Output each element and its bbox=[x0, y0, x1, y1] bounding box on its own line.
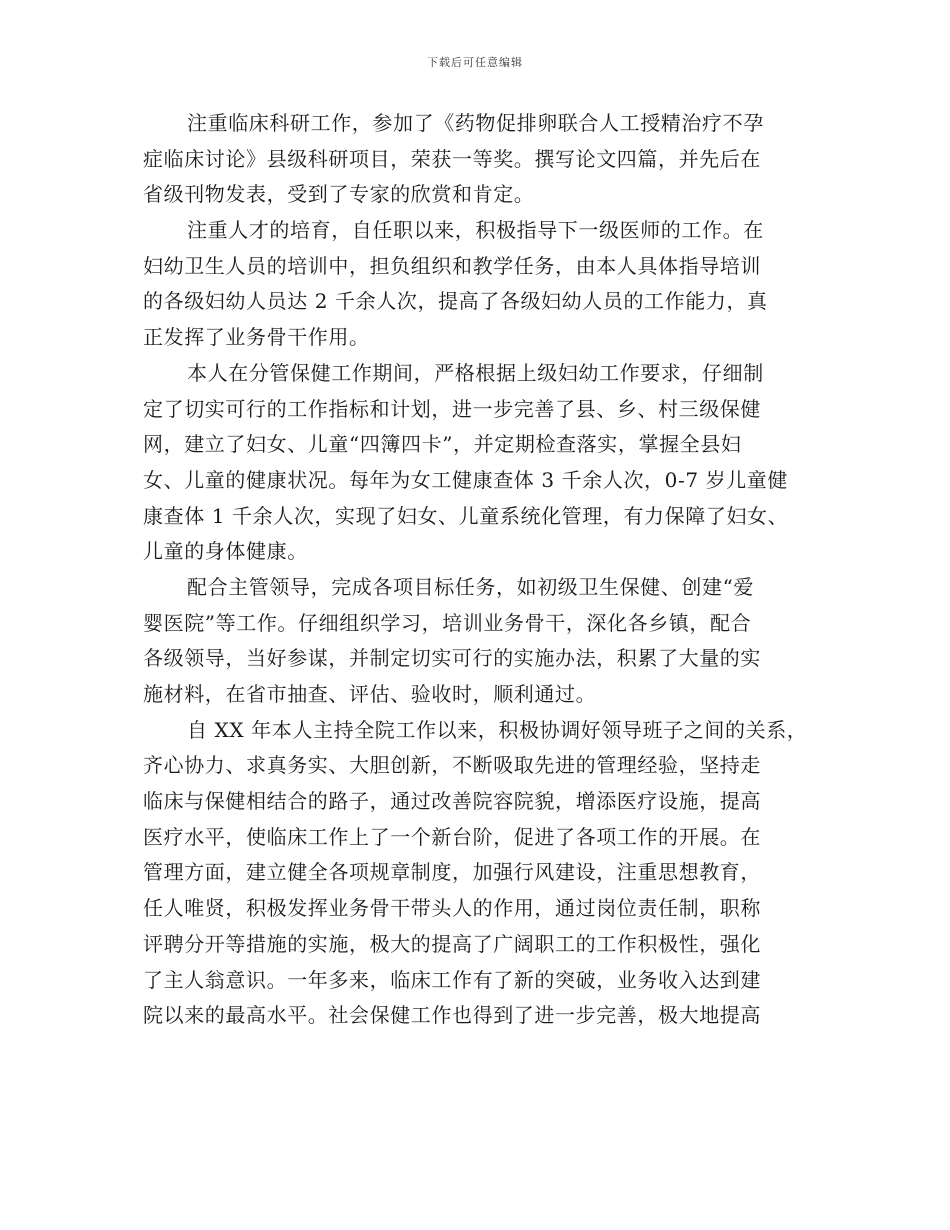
text-line: 临床与保健相结合的路子，通过改善院容院貌，增添医疗设施，提高 bbox=[143, 789, 761, 814]
text-line: 施材料，在省市抽查、评估、验收时，顺利通过。 bbox=[143, 682, 597, 706]
text-line: 女、儿童的健康状况。每年为女工健康查体 3 千余人次，0-7 岁儿童健 bbox=[143, 467, 789, 492]
paragraph-training bbox=[143, 213, 823, 356]
text-line: 症临床讨论》县级科研项目，荣获一等奖。撰写论文四篇，并先后在 bbox=[143, 146, 761, 171]
text-line: 齐心协力、求真务实、大胆创新，不断吸取先进的管理经验，坚持走 bbox=[143, 753, 761, 778]
text-line: 配合主管领导，完成各项目标任务，如初级卫生保健、创建“爱 bbox=[187, 574, 755, 599]
page-header: 下载后可任意编辑 bbox=[427, 56, 523, 69]
text-line: 定了切实可行的工作指标和计划，进一步完善了县、乡、村三级保健 bbox=[143, 396, 761, 421]
text-line: 院以来的最高水平。社会保健工作也得到了进一步完善，极大地提高 bbox=[143, 1003, 761, 1028]
document-body bbox=[143, 106, 823, 1034]
text-line: 妇幼卫生人员的培训中，担负组织和教学任务，由本人具体指导培训 bbox=[143, 253, 761, 278]
paragraph-research bbox=[143, 106, 823, 213]
text-line: 儿童的身体健康。 bbox=[143, 539, 308, 564]
paragraph-management bbox=[143, 713, 823, 1034]
paragraph-healthcare bbox=[143, 356, 823, 570]
paragraph-coordination bbox=[143, 570, 823, 713]
text-line: 网，建立了妇女、儿童“四簿四卡”，并定期检查落实，掌握全县妇 bbox=[143, 432, 742, 457]
text-line: 评聘分开等措施的实施，极大的提高了广阔职工的工作积极性，强化 bbox=[143, 931, 761, 956]
text-line: 管理方面，建立健全各项规章制度，加强行风建设，注重思想教育， bbox=[143, 860, 761, 885]
text-line: 医疗水平，使临床工作上了一个新台阶，促进了各项工作的开展。在 bbox=[143, 824, 761, 849]
text-line: 注重临床科研工作，参加了《药物促排卵联合人工授精治疗不孕 bbox=[187, 111, 764, 135]
text-line: 省级刊物发表，受到了专家的欣赏和肯定。 bbox=[143, 182, 535, 207]
text-line: 的各级妇幼人员达 2 千余人次，提高了各级妇幼人员的工作能力，真 bbox=[143, 289, 768, 314]
text-line: 任人唯贤，积极发挥业务骨干带头人的作用，通过岗位责任制，职称 bbox=[143, 896, 761, 921]
text-line: 婴医院”等工作。仔细组织学习，培训业务骨干，深化各乡镇，配合 bbox=[143, 610, 752, 635]
text-line: 注重人才的培育，自任职以来，积极指导下一级医师的工作。在 bbox=[187, 218, 764, 243]
text-line: 自 XX 年本人主持全院工作以来，积极协调好领导班子之间的关系， bbox=[187, 717, 808, 742]
text-line: 了主人翁意识。一年多来，临床工作有了新的突破，业务收入达到建 bbox=[143, 967, 761, 992]
text-line: 本人在分管保健工作期间，严格根据上级妇幼工作要求，仔细制 bbox=[187, 360, 764, 385]
text-line: 正发挥了业务骨干作用。 bbox=[143, 325, 370, 350]
text-line: 各级领导，当好参谋，并制定切实可行的实施办法，积累了大量的实 bbox=[143, 646, 761, 671]
text-line: 康查体 1 千余人次，实现了妇女、儿童系统化管理，有力保障了妇女、 bbox=[143, 503, 789, 528]
